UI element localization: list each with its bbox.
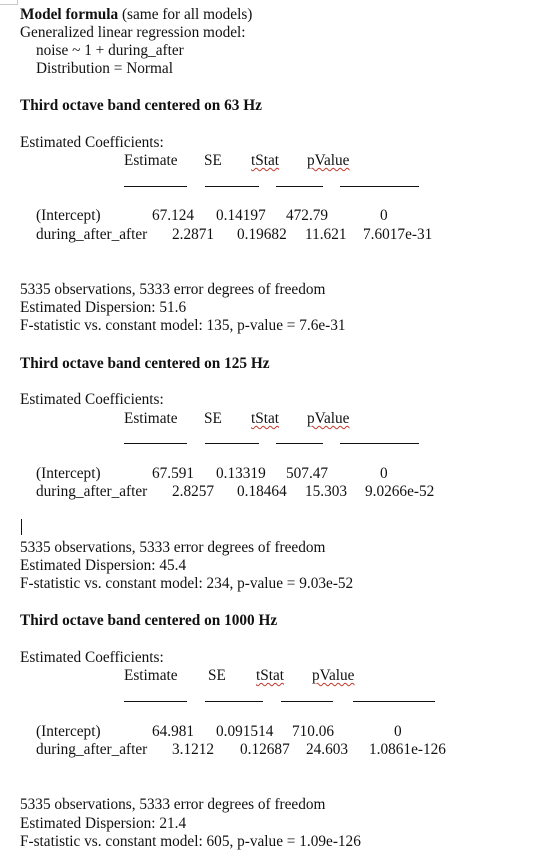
row-pvalue: 9.0266e-52 (365, 483, 435, 500)
header-rule (124, 443, 187, 444)
header-pvalue: pValue (307, 152, 350, 169)
row-name: (Intercept) (36, 207, 101, 224)
header-rule (340, 443, 419, 444)
model-heading-note: (same for all models) (118, 6, 253, 23)
observations-text: 5335 observations, 5333 error degrees of freedom (20, 796, 326, 813)
row-estimate: 2.8257 (172, 483, 215, 500)
row-name: during_after_after (36, 226, 148, 243)
header-estimate: Estimate (124, 667, 178, 684)
header-se: SE (208, 667, 226, 684)
header-tstat: tStat (256, 667, 285, 684)
header-tstat: tStat (251, 152, 280, 169)
row-name: (Intercept) (36, 465, 101, 482)
row-name: during_after_after (36, 483, 148, 500)
model-formula: noise ~ 1 + during_after (36, 42, 184, 59)
model-distribution: Distribution = Normal (36, 60, 173, 77)
row-estimate: 67.124 (152, 207, 195, 224)
row-pvalue: 1.0861e-126 (369, 741, 446, 758)
header-rule (124, 701, 187, 702)
observations-text: 5335 observations, 5333 error degrees of freedom (20, 281, 326, 298)
band-title: Third octave band centered on 125 Hz (20, 355, 270, 372)
row-tstat: 11.621 (305, 226, 347, 243)
header-rule (340, 186, 419, 187)
header-se: SE (204, 152, 222, 169)
row-tstat: 15.303 (305, 483, 348, 500)
model-heading: Model formula (20, 6, 119, 23)
row-se: 0.091514 (216, 723, 274, 740)
row-pvalue: 7.6017e-31 (363, 226, 433, 243)
row-estimate: 67.591 (152, 465, 195, 482)
header-rule (205, 701, 263, 702)
row-tstat: 24.603 (306, 741, 349, 758)
row-tstat: 710.06 (292, 723, 335, 740)
fstat-text: F-statistic vs. constant model: 234, p-value = 9.03e-52 (20, 575, 354, 592)
dispersion-text: Estimated Dispersion: 51.6 (20, 299, 187, 316)
text-cursor (21, 519, 22, 535)
header-rule (276, 443, 323, 444)
header-rule (353, 701, 435, 702)
row-se: 0.12687 (240, 741, 290, 758)
fstat-text: F-statistic vs. constant model: 135, p-value = 7.6e-31 (20, 317, 346, 334)
observations-text: 5335 observations, 5333 error degrees of freedom (20, 539, 326, 556)
fstat-text: F-statistic vs. constant model: 605, p-value = 1.09e-126 (20, 833, 361, 850)
row-pvalue: 0 (380, 207, 388, 224)
band-title: Third octave band centered on 63 Hz (20, 97, 262, 114)
coefficients-label: Estimated Coefficients: (20, 134, 164, 151)
header-rule (281, 701, 333, 702)
header-se: SE (204, 410, 222, 427)
band-title: Third octave band centered on 1000 Hz (20, 612, 278, 629)
header-pvalue: pValue (312, 667, 355, 684)
row-pvalue: 0 (394, 723, 402, 740)
row-estimate: 64.981 (152, 723, 195, 740)
header-rule (205, 186, 259, 187)
row-estimate: 3.1212 (172, 741, 215, 758)
coefficients-label: Estimated Coefficients: (20, 391, 164, 408)
page-corner-mark (17, 0, 18, 5)
dispersion-text: Estimated Dispersion: 45.4 (20, 557, 187, 574)
row-se: 0.19682 (237, 226, 287, 243)
row-se: 0.13319 (216, 465, 266, 482)
row-tstat: 472.79 (286, 207, 329, 224)
row-estimate: 2.2871 (172, 226, 215, 243)
header-rule (276, 186, 323, 187)
row-se: 0.18464 (237, 483, 287, 500)
header-estimate: Estimate (124, 410, 178, 427)
row-tstat: 507.47 (286, 465, 329, 482)
coefficients-label: Estimated Coefficients: (20, 649, 164, 666)
header-rule (124, 186, 187, 187)
row-name: (Intercept) (36, 723, 101, 740)
header-tstat: tStat (251, 410, 280, 427)
model-heading-line (20, 6, 252, 24)
row-pvalue: 0 (380, 465, 388, 482)
row-name: during_after_after (36, 741, 148, 758)
row-se: 0.14197 (216, 207, 266, 224)
model-type: Generalized linear regression model: (20, 24, 246, 41)
dispersion-text: Estimated Dispersion: 21.4 (20, 815, 187, 832)
header-estimate: Estimate (124, 152, 178, 169)
header-rule (205, 443, 259, 444)
header-pvalue: pValue (307, 410, 350, 427)
page-corner-mark (0, 4, 18, 5)
